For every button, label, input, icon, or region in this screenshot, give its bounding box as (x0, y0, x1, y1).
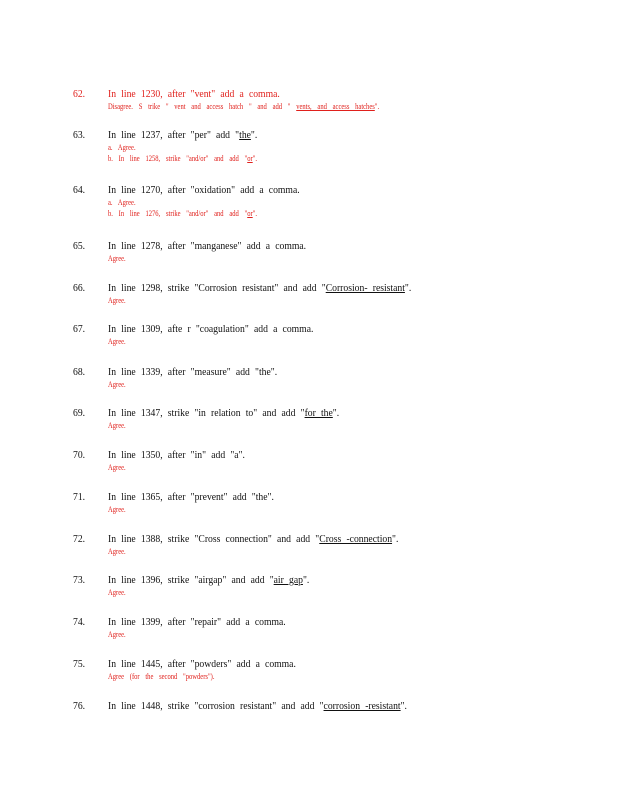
amendment-text: In line 1350, after "in" add "a". (108, 450, 245, 461)
amendment-text: In line 1365, after "prevent" add "the". (108, 492, 274, 503)
response-text: Agree. (108, 337, 126, 346)
item-number: 67. (73, 324, 86, 335)
amendment-text: In line 1388, strike "Cross connection" and add "Cross -connection". (108, 534, 399, 545)
item-number: 65. (73, 241, 86, 252)
response-text: Agree. (108, 547, 126, 556)
response-text: Agree. (108, 421, 126, 430)
response-text: Disagree. S trike " vent and access hatch " and add " vents, and access hatches". (108, 102, 380, 111)
item-number: 64. (73, 185, 86, 196)
amendment-text: In line 1278, after "manganese" add a comma. (108, 241, 307, 252)
response-text: b. In line 1258, strike "and/or" and add "or". (108, 154, 258, 163)
amendment-text: In line 1309, afte r "coagulation" add a comma. (108, 324, 314, 335)
response-text: a. Agree. (108, 143, 136, 152)
response-text: Agree. (108, 630, 126, 639)
response-text: Agree. (108, 505, 126, 514)
amendment-text: In line 1399, after "repair" add a comma. (108, 617, 286, 628)
item-number: 74. (73, 617, 86, 628)
amendment-text: In line 1347, strike "in relation to" and add "for the". (108, 408, 340, 419)
amendment-text: In line 1270, after "oxidation" add a comma. (108, 185, 300, 196)
item-number: 70. (73, 450, 86, 461)
amendment-text: In line 1448, strike "corrosion resistant" and add "corrosion -resistant". (108, 701, 407, 712)
item-number: 63. (73, 130, 86, 141)
response-text: Agree. (108, 380, 126, 389)
item-number: 69. (73, 408, 86, 419)
response-text: Agree. (108, 254, 126, 263)
response-text: Agree. (108, 296, 126, 305)
amendment-text: In line 1396, strike "airgap" and add "air gap". (108, 575, 310, 586)
item-number: 75. (73, 659, 86, 670)
response-text: b. In line 1276, strike "and/or" and add "or". (108, 209, 258, 218)
response-text: Agree. (108, 588, 126, 597)
response-text: a. Agree. (108, 198, 136, 207)
amendment-text: In line 1237, after "per" add "the". (108, 130, 258, 141)
item-number: 66. (73, 283, 86, 294)
amendment-text: In line 1445, after "powders" add a comma. (108, 659, 296, 670)
item-number: 71. (73, 492, 86, 503)
item-number: 76. (73, 701, 86, 712)
item-number: 72. (73, 534, 86, 545)
response-text: Agree (for the second "powders"). (108, 672, 215, 681)
item-number: 73. (73, 575, 86, 586)
item-number: 62. (73, 89, 86, 100)
item-number: 68. (73, 367, 86, 378)
amendment-text: In line 1230, after "vent" add a comma. (108, 89, 280, 100)
response-text: Agree. (108, 463, 126, 472)
amendment-text: In line 1298, strike "Corrosion resistant" and add "Corrosion- resistant". (108, 283, 412, 294)
amendment-text: In line 1339, after "measure" add "the". (108, 367, 278, 378)
